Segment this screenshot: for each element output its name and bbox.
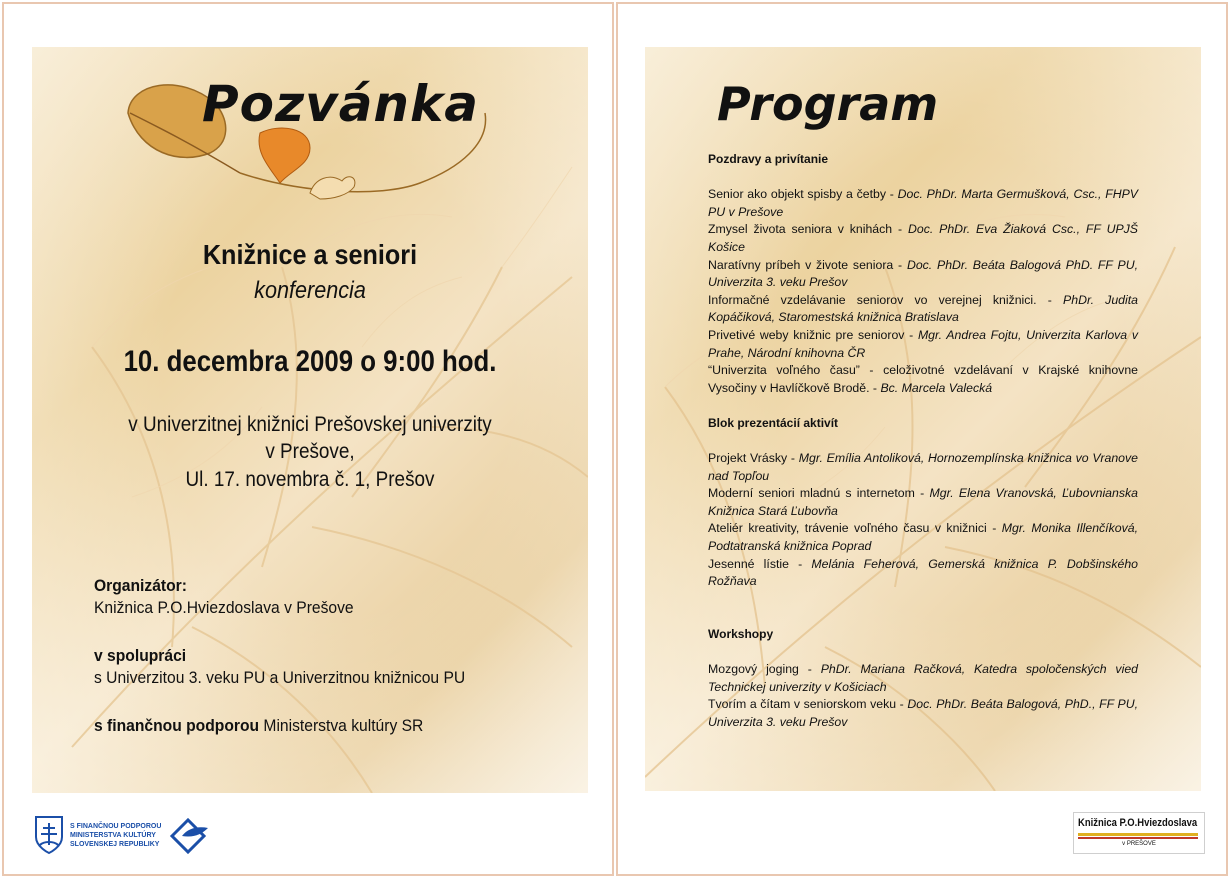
library-logo-stripe [1078, 833, 1198, 836]
ministry-text [70, 822, 161, 849]
talk-speaker: Doc. PhDr. Eva Žiaková Csc., FF UPJŠ Košice [708, 222, 1138, 254]
funding-line [94, 716, 423, 736]
talk-speaker: Doc. PhDr. Beáta Balogová, PhD., FF PU, Univerzita 3. veku Prešov [708, 697, 1138, 729]
talk-title: Informačné vzdelávanie seniorov vo verejnej knižnici. - [708, 292, 1064, 307]
organizer-label: Organizátor: [94, 576, 187, 595]
venue-line-1: v Univerzitnej knižnici Prešovskej univerzity [128, 413, 492, 436]
event-datetime: 10. decembra 2009 o 9:00 hod. [123, 345, 497, 378]
library-logo-sub: v PREŠOVE [1122, 841, 1156, 847]
event-type: konferencia [254, 277, 366, 304]
talk-title: Privetivé weby knižnic pre seniorov - [708, 327, 918, 342]
program-page [616, 2, 1228, 876]
invitation-page [2, 2, 614, 876]
program-section [708, 450, 1138, 591]
talk-speaker: Doc. PhDr. Beáta Balogová PhD. FF PU, Univerzita 3. veku Prešov [708, 257, 1138, 290]
cooperation-label: v spolupráci [94, 646, 187, 665]
library-logo-stripe [1078, 837, 1198, 839]
section-heading: Workshopy [708, 626, 774, 641]
program-item [708, 450, 1138, 485]
program-item [708, 221, 1138, 256]
section-heading: Blok prezentácií aktivít [708, 415, 839, 430]
talk-title: Tvorím a čítam v seniorskom veku - [708, 697, 908, 712]
talk-speaker: Mgr. Emília Antoliková, Hornozemplínska knižnica vo Vranove nad Topľou [708, 451, 1138, 483]
talk-title: Moderní seniori mladnú s internetom - [708, 486, 930, 501]
talk-speaker: Bc. Marcela Valecká [880, 380, 993, 395]
venue-line-3: Ul. 17. novembra č. 1, Prešov [185, 468, 435, 491]
library-logo [1073, 812, 1205, 854]
program-item [708, 696, 1138, 731]
talk-speaker: Melánia Feherová, Gemerská knižnica P. Dobšinského Rožňava [708, 556, 1138, 589]
invitation-panel [32, 47, 588, 793]
program-item [708, 362, 1138, 397]
event-title: Knižnice a seniori [202, 239, 418, 270]
talk-title: Zmysel života seniora v knihách - [708, 222, 908, 237]
ministry-text-line: S FINANČNOU PODPOROU [70, 823, 162, 830]
invitation-title: Pozvánka [202, 75, 480, 133]
program-section [708, 186, 1138, 397]
talk-title: Mozgový joging - [708, 662, 821, 677]
program-item [708, 292, 1138, 327]
program-item [708, 327, 1138, 362]
ministry-text-line: SLOVENSKEJ REPUBLIKY [70, 841, 160, 848]
talk-title: “Univerzita voľného času” - celoživotné vzdelávaní v Krajské knihovne Vysočiny v Havlíčkově Brodě. - [708, 363, 1138, 395]
ministry-logo-icon [168, 816, 212, 856]
ministry-text-line: MINISTERSTVA KULTÚRY [70, 832, 156, 839]
program-item [708, 661, 1138, 696]
talk-title: Senior ako objekt spisby a četby - [708, 187, 898, 202]
talk-speaker: PhDr. Mariana Račková, Katedra spoločenských vied Technickej univerzity v Košiciach [708, 662, 1138, 694]
program-item [708, 186, 1138, 221]
venue-line-2: v Prešove, [265, 440, 355, 463]
program-title: Program [717, 77, 939, 131]
program-item [708, 520, 1138, 555]
coat-of-arms-icon [34, 815, 64, 855]
cooperation-value: s Univerzitou 3. veku PU a Univerzitnou knižnicou PU [94, 668, 466, 687]
talk-speaker: Mgr. Andrea Fojtu, Univerzita Karlova v Prahe, Národní knihovna ČR [708, 327, 1138, 360]
funding-label: s finančnou podporou [94, 716, 260, 735]
program-item [708, 257, 1138, 292]
talk-title: Jesenné lístie - [708, 556, 812, 571]
talk-title: Naratívny príbeh v živote seniora - [708, 257, 907, 272]
talk-speaker: Doc. PhDr. Marta Germušková, Csc., FHPV PU v Prešove [708, 187, 1138, 219]
program-list [708, 151, 1138, 731]
program-item [708, 485, 1138, 520]
section-heading: Pozdravy a privítanie [708, 152, 829, 166]
talk-speaker: PhDr. Judita Kopáčiková, Staromestská knižnica Bratislava [708, 292, 1138, 325]
program-panel [645, 47, 1201, 791]
program-item [708, 556, 1138, 591]
organizer-value: Knižnica P.O.Hviezdoslava v Prešove [94, 598, 354, 617]
talk-speaker: Mgr. Elena Vranovská, Ľubovnianska Knižnica Stará Ľubovňa [708, 486, 1138, 518]
program-section [708, 661, 1138, 731]
funding-value: Ministerstva kultúry SR [263, 716, 424, 735]
library-logo-name: Knižnica P.O.Hviezdoslava [1078, 817, 1198, 829]
talk-title: Ateliér kreativity, trávenie voľného času v knižnici - [708, 521, 1002, 536]
talk-title: Projekt Vrásky - [708, 451, 799, 466]
talk-speaker: Mgr. Monika Illenčíková, Podtatranská knižnica Poprad [708, 521, 1138, 554]
